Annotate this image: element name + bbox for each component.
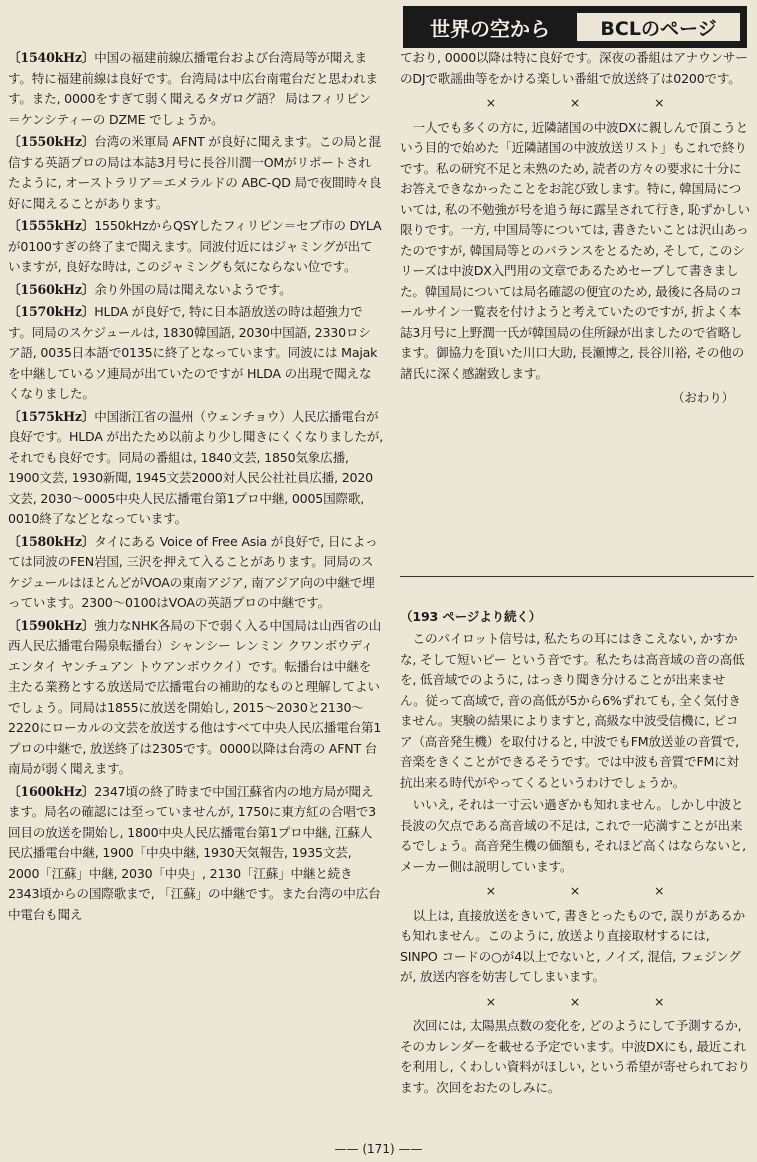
column-divider xyxy=(400,576,754,577)
header-title-right: BCLのページ xyxy=(575,11,742,43)
freq-entry xyxy=(8,132,383,214)
freq-text: タイにある Voice of Free Asia が良好で, 日によっては同波のFEN岩国, 三沢を押えて入ることがあります。同局のスケジュールはほとんどがVOAの東南アジア, 南アジア向の中継で埋っています。2300〜0100はVOAの英語プロの中継です。 xyxy=(8,533,378,610)
freq-text: 強力なNHK各局の下で弱く入る中国局は山西省の山西人民広播電台陽泉転播台）シャンシー レンミン クワンボウディエンタイ ヤンチュアン トウアンボウクイ）です。転播台は中継を主たる業務とする放送局で広播電台の補助的なものと理解してよいでしょう。同局は1855に放送を開始し, 2015〜2030と2130〜2220にローカルの文芸を放送する他はすべて中央人民広播電台第1プロの中継で, 放送終了は2305です。0000以降は台湾の AFNT 台南局が弱く聞えます。 xyxy=(8,617,382,776)
freq-entry xyxy=(8,407,383,530)
left-column xyxy=(8,48,383,927)
article-paragraph: このパイロット信号は, 私たちの耳にはきこえない, かすかな, そして短いピー という音です。私たちは高音域の音の高低を, 低音域でのように, はっきり聞き分けることが出来ません。従って高域で, 音の高低が5から6%ずれても, 全く気付きません。実験の結果によりますと, 高級な中波受信機に, ピコア（高音発生機）を取付けると, 中波でもFM放送並の音質で, 音楽をきくことができるそうです。では中波も音質でFMに対抗出来る時代がやってくるというわけでしょうか。 xyxy=(400,631,745,790)
page-header xyxy=(403,6,747,48)
freq-entry xyxy=(8,616,383,780)
freq-label: 〔1570kHz〕 xyxy=(8,304,95,319)
freq-text: 台湾の米軍局 AFNT が良好に聞えます。この局と混信する英語プロの局は本誌3月号に長谷川潤一OMがリポートされたように, オーストラリア＝エメラルドの ABC-QD 局で夜間時々良好に聞えることがあります。 xyxy=(8,134,382,211)
freq-text: 1550kHzからQSYしたフィリピン＝セブ市の DYLA が0100すぎの終了まで聞えます。同波付近にはジャミングが出ていますが, 良好な時は, このジャミングも気にならない位です。 xyxy=(8,218,382,274)
freq-text: 中国浙江省の温州（ウェンチョウ）人民広播電台が良好です。HLDA が出たため以前より少し聞きにくくなりましたが, それでも良好です。同局の番組は, 1840文芸, 1850気象広播, 1900文芸, 1930新聞, 1945文芸2000対人民公社社員広播, 2020文芸, 2030〜0005中央人民広播電台第1プロ中継, 0005国際歌, 0010終了などとなっています。 xyxy=(8,408,384,526)
freq-label: 〔1550kHz〕 xyxy=(8,134,95,149)
freq-entry xyxy=(8,280,383,301)
freq-entry xyxy=(8,302,383,405)
right-column-bottom xyxy=(400,594,750,1100)
end-mark: （おわり） xyxy=(672,390,734,405)
freq-label: 〔1555kHz〕 xyxy=(8,218,95,233)
continued-paragraph: ており, 0000以降は特に良好です。深夜の番組はアナウンサーのDJで歌謡曲等をかける楽しい番組で放送終了は0200です。 xyxy=(400,50,748,86)
freq-entry xyxy=(8,532,383,614)
article-paragraph: いいえ, それは一寸云い過ぎかも知れません。しかし中波と長波の欠点である高音域の不足は, これで一応満すことが出来るでしょう。高音発生機の価額も, それほど高くはならないと, メーカー側は説明しています。 xyxy=(400,797,746,874)
freq-text: 中国の福建前線広播電台および台湾局等が聞えます。特に福建前線は良好です。台湾局は中広台南電台だと思われます。また, 0000をすぎて弱く聞えるタガログ語？ 局はフィリピン＝ケンシティーの DZME でしょうか。 xyxy=(8,50,378,127)
freq-text: HLDA が良好で, 特に日本語放送の時は超強力です。同局のスケジュールは, 1830韓国語, 2030中国語, 2330ロシア語, 0035日本語で0135に終了となっています。同波には Majak を中継しているソ連局が出ていたのですが HLDA の出現で聞えなくなりました。 xyxy=(8,304,378,401)
section-separator: × × × xyxy=(485,993,665,1009)
page-number: —— (171) —— xyxy=(334,1142,423,1156)
section-separator: × × × xyxy=(485,95,665,110)
freq-entry xyxy=(8,782,383,926)
freq-text: 余り外国の局は聞えないようです。 xyxy=(94,281,292,297)
freq-label: 〔1580kHz〕 xyxy=(8,533,95,549)
freq-label: 〔1600kHz〕 xyxy=(8,783,95,799)
continued-from-label: （193 ページより続く） xyxy=(400,608,542,624)
freq-label: 〔1560kHz〕 xyxy=(8,281,95,297)
closing-paragraph: 一人でも多くの方に, 近隣諸国の中波DXに親しんで頂こうという目的で始めた「近隣諸国の中波放送リスト」もこれで終りです。私の研究不足と未熟のため, 読者の方々の要求に十分にお答えできなかったことをお詫び致します。特に, 韓国局については, 私の不勉強が号を追う毎に露呈されて行き, 恥ずかしい限りです。一方, 中国局等については, 書きたいことは沢山あったのですが, 韓国局等とのバランスをとるため, そして, このシリーズは中波DX入門用の文章であるためセーブして書きました。韓国局については局名確認の便宜のため, 最後に各局のコールサイン一覧表を付けようと考えていたのですが, 折よく本誌3月号に上野潤一氏が韓国局の住所録が出ましたので省略します。御協力を頂いた川口大助, 長瀬博之, 長谷川裕, その他の諸氏に深く感謝致します。 xyxy=(400,119,750,381)
freq-text: 2347頃の終了時まで中国江蘇省内の地方局が聞えます。局名の確認には至っていませんが, 1750に東方紅の合唱で3回目の放送を開始し, 1800中央人民広播電台第1プロ中継, 江蘇人民広播電台中継, 1900「中央中継, 1930天気報告, 1935文芸, 2000「江蘇」中継, 2030「中央」, 2130「江蘇」中継と続き2343頃からの国際歌まで, 「江蘇」の中継です。また台湾の中広台中電台も聞え xyxy=(8,783,381,922)
freq-entry xyxy=(8,216,383,278)
freq-label: 〔1540kHz〕 xyxy=(8,50,95,65)
freq-label: 〔1575kHz〕 xyxy=(8,408,95,424)
freq-entry xyxy=(8,48,383,130)
right-column-top xyxy=(400,48,750,421)
section-separator: × × × xyxy=(485,883,665,899)
freq-label: 〔1590kHz〕 xyxy=(8,617,95,633)
article-paragraph: 以上は, 直接放送をきいて, 書きとったもので, 誤りがあるかも知れません。このように, 放送より直接取材するには, SINPO コードの○が4以上でないと, ノイズ, 混信, フェジングが, 放送内容を妨害してしまいます。 xyxy=(400,907,746,985)
article-paragraph: 次回には, 太陽黒点数の変化を, どのようにして予測するか, そのカレンダーを載せる予定でいます。中波DXにも, 最近これを利用し, くわしい資料がほしい, という希望が寄せられております。次回をおたのしみに。 xyxy=(400,1018,750,1095)
header-title-left: 世界の空から xyxy=(405,8,575,46)
